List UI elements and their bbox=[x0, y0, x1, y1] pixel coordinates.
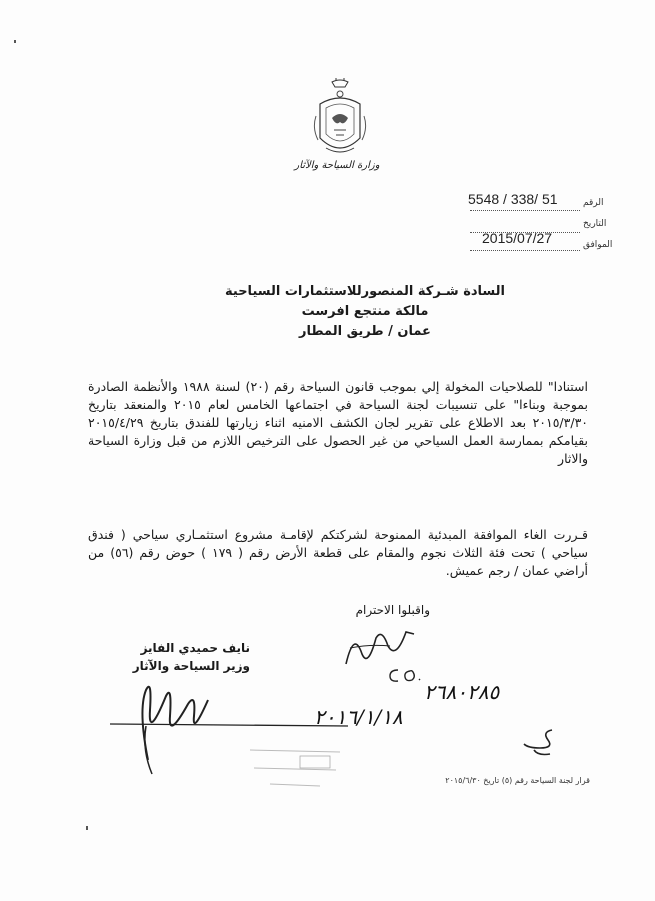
footnote-reference: قرار لجنة السياحة رقم (٥) تاريخ ٢٠١٥/٦/٣٠ bbox=[445, 776, 590, 785]
addressee-property: مالكة منتجع افرست bbox=[301, 304, 429, 319]
date-line bbox=[470, 232, 580, 233]
reference-number: 5548 / 338/ 51 bbox=[468, 191, 558, 207]
handwritten-squiggle bbox=[514, 726, 558, 760]
faint-stamp-mark bbox=[240, 740, 350, 800]
coat-of-arms-icon bbox=[312, 78, 368, 164]
addressee-company: السادة شـركة المنصورللاستثمارات السياحية bbox=[225, 284, 505, 299]
scan-artifact bbox=[86, 826, 88, 830]
handwritten-date: ٢٠١٦/١/١٨ bbox=[314, 705, 403, 729]
handwritten-co-mark bbox=[386, 664, 426, 684]
body-paragraph-1: استنادا" للصلاحيات المخولة إلي بموجب قانون السياحة رقم (٢٠) لسنة ١٩٨٨ والأنظمة الصادرة بموجبة وبناءا" على تنسيبات لجنة السياحة في اجتماعها الخامس لعام ٢٠١٥ والمنعقد بتاريخ ٢٠١٥/٣/٣٠ بعد الاطلاع على تقرير لجان الكشف الامنيه اثناء زيارتها للفندق بتاريخ ٢٠١٥/٤/٢٩ بقيامكم بممارسة العمل السياحي من غير الحصول على الترخيص اللازم من قبل وزارة السياحة والاثار bbox=[88, 379, 589, 466]
date-label: التاريخ bbox=[583, 219, 607, 229]
reference-number-label: الرقم bbox=[583, 198, 604, 208]
scan-artifact bbox=[14, 40, 16, 43]
handwritten-number: ٢٦٨٠٢٨٥ bbox=[424, 680, 500, 704]
closing-salutation: واقبلوا الاحترام bbox=[355, 603, 430, 617]
signatory-name: نايف حميدي الفايز bbox=[140, 641, 250, 655]
ministry-name: وزارة السياحة والآثار bbox=[294, 160, 380, 171]
body-paragraph-2: قـررت الغاء الموافقة المبدئية الممنوحة لشركتكم لإقامـة مشروع استثمـاري سياحي ( فندق سياحي ) تحت فئة الثلاث نجوم والمقام على قطعة الأرض رقم ( ١٧٩ ) حوض رقم (٥٦) من أراضي عمان / رجم عميش. bbox=[88, 527, 589, 578]
reference-number-line bbox=[470, 210, 580, 211]
signatory-title: وزير السياحة والآثار bbox=[132, 659, 250, 673]
document-date: 2015/07/27 bbox=[482, 230, 553, 246]
hijri-date-line bbox=[470, 250, 580, 251]
addressee-location: عمان / طريق المطار bbox=[299, 324, 431, 339]
addressee-block bbox=[200, 282, 530, 342]
hijri-date-label: الموافق bbox=[583, 240, 613, 250]
